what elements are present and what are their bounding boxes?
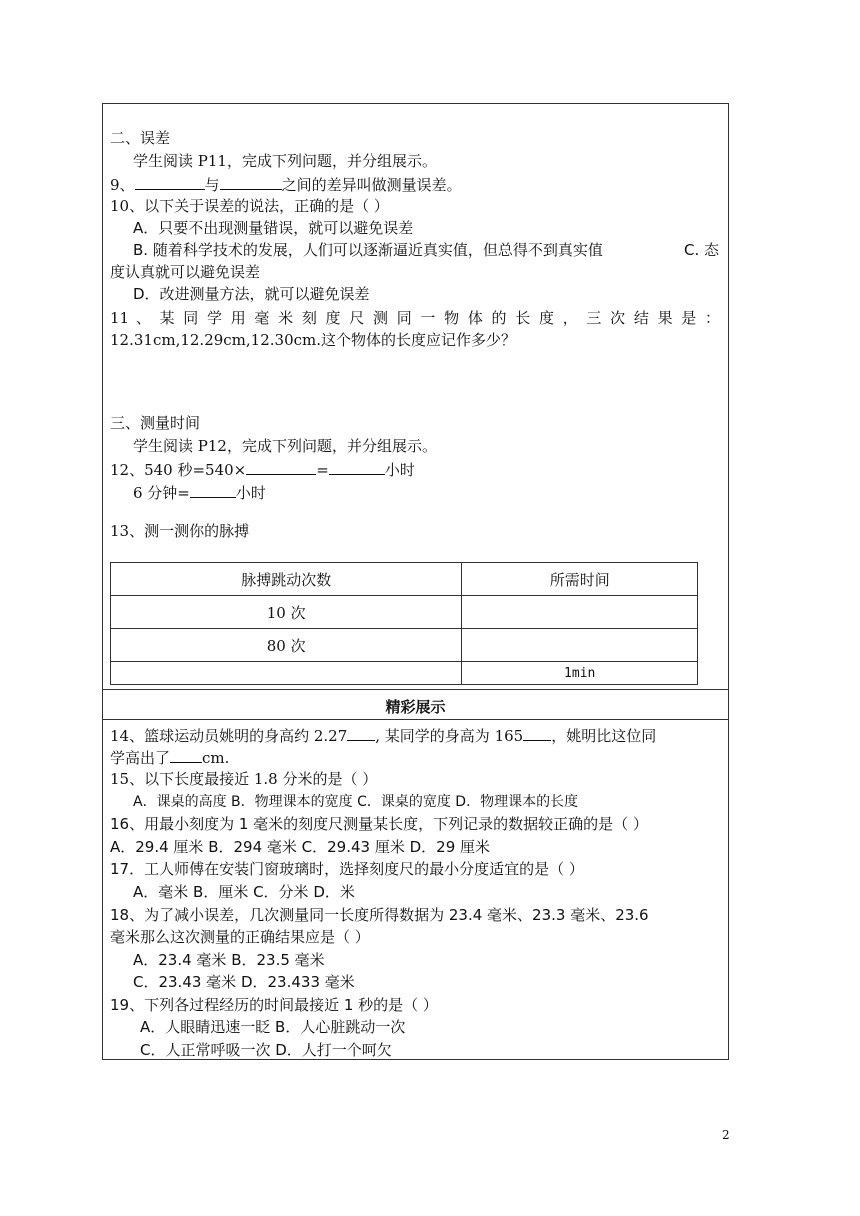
question-9: 9、 与 之间的差异叫做测量误差。 — [110, 176, 462, 194]
question-13: 13、测一测你的脉搏 — [110, 522, 250, 540]
table-header-cell: 所需时间 — [462, 563, 698, 596]
question-10-option-c-start: C. 态 — [684, 241, 720, 259]
question-12-a: 12、540 秒=540× = 小时 — [110, 461, 415, 479]
question-14-line1: 14、篮球运动员姚明的身高约 2.27 , 某同学的身高为 165 ，姚明比这位同 — [110, 727, 657, 745]
question-15-options: A．课桌的高度 B．物理课本的宽度 C．课桌的宽度 D．物理课本的长度 — [133, 794, 579, 810]
question-10-option-d: D．改进测量方法，就可以避免误差 — [133, 285, 370, 303]
blank — [523, 725, 551, 741]
question-11-line2: 12.31cm,12.29cm,12.30cm.这个物体的长度应记作多少？ — [110, 331, 517, 349]
section2-intro: 学生阅读 P11，完成下列问题，并分组展示。 — [133, 152, 437, 170]
blank — [246, 459, 316, 475]
question-18-options-2: C．23.43 毫米 D．23.433 毫米 — [133, 973, 355, 991]
question-11-line1: 11 、 某 同 学 用 毫 米 刻 度 尺 测 同 一 物 体 的 长 度 ， 三 次 结 果 是 ： — [110, 309, 720, 327]
question-10-option-b: B. 随着科学技术的发展，人们可以逐渐逼近真实值，但总得不到真实值 — [133, 241, 603, 259]
question-19-stem: 19、下列各过程经历的时间最接近 1 秒的是（ ） — [110, 996, 438, 1014]
table-header-cell: 脉搏跳动次数 — [111, 563, 462, 596]
blank — [347, 725, 375, 741]
question-18-options-1: A．23.4 毫米 B．23.5 毫米 — [133, 951, 325, 969]
blank — [190, 482, 236, 498]
question-16-options: A．29.4 厘米 B．294 毫米 C．29.43 厘米 D．29 厘米 — [110, 838, 491, 856]
question-17-options: A．毫米 B．厘米 C．分米 D．米 — [133, 883, 355, 901]
table-cell — [462, 596, 698, 629]
question-15-stem: 15、以下长度最接近 1.8 分米的是（ ） — [110, 770, 378, 788]
table-cell: 80 次 — [111, 629, 462, 662]
blank — [170, 747, 202, 763]
question-10-option-c-end: 度认真就可以避免误差 — [110, 263, 261, 281]
table-row — [111, 596, 698, 629]
question-16-stem: 16、用最小刻度为 1 毫米的刻度尺测量某长度，下列记录的数据较正确的是（ ） — [110, 815, 648, 833]
blank — [135, 174, 205, 190]
pulse-table — [110, 562, 698, 685]
divider — [102, 689, 729, 690]
question-17-stem: 17．工人师傅在安装门窗玻璃时，选择刻度尺的最小分度适宜的是（ ） — [110, 860, 584, 878]
table-cell — [111, 662, 462, 685]
divider — [102, 719, 729, 720]
question-18-stem-2: 毫米那么这次测量的正确结果应是（ ） — [110, 928, 370, 946]
section2-heading: 二、误差 — [110, 129, 171, 147]
question-10-option-a: A．只要不出现测量错误，就可以避免误差 — [133, 219, 414, 237]
page-number: 2 — [722, 1128, 730, 1142]
question-10-stem: 10、以下关于误差的说法，正确的是（ ） — [110, 197, 389, 215]
table-row — [111, 629, 698, 662]
section3-intro: 学生阅读 P12，完成下列问题，并分组展示。 — [133, 437, 437, 455]
section3-heading: 三、测量时间 — [110, 414, 201, 432]
table-cell: 10 次 — [111, 596, 462, 629]
table-row — [111, 662, 698, 685]
question-12-b: 6 分钟= 小时 — [133, 484, 266, 502]
table-header-row — [111, 563, 698, 596]
showcase-title: 精彩展示 — [385, 698, 446, 716]
table-cell — [462, 629, 698, 662]
question-18-stem-1: 18、为了减小误差，几次测量同一长度所得数据为 23.4 毫米、23.3 毫米、23.6 — [110, 906, 649, 924]
question-19-options-2: C．人正常呼吸一次 D．人打一个呵欠 — [140, 1041, 392, 1059]
question-14-line2: 学高出了 cm. — [110, 749, 230, 767]
question-19-options-1: A．人眼睛迅速一眨 B．人心脏跳动一次 — [140, 1018, 406, 1036]
blank — [329, 459, 385, 475]
table-cell: 1min — [462, 662, 698, 685]
blank — [220, 174, 282, 190]
